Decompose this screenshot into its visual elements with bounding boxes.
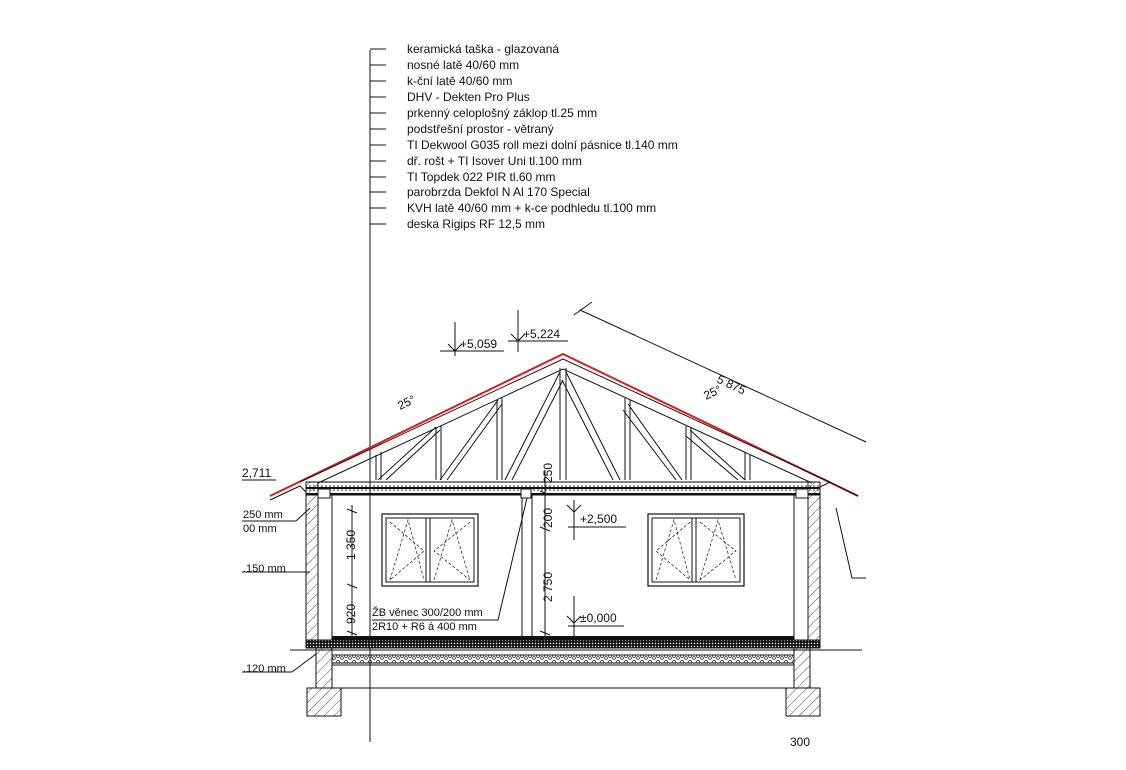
beam-note-line1: ŽB věnec 300/200 mm xyxy=(372,607,483,619)
bottom-dimension-label: 300 xyxy=(790,735,811,749)
layer-label-1: keramická taška - glazovaná xyxy=(407,42,560,56)
layer-label-12: deska Rigips RF 12,5 mm xyxy=(407,217,546,231)
room-height-label: 2 750 xyxy=(541,571,555,602)
lintel-height-label: 200 xyxy=(541,507,555,528)
layer-label-11: KVH latě 40/60 mm + k-ce podhledu tl.100 mm xyxy=(407,201,657,215)
side-note-d: .120 mm xyxy=(243,663,286,675)
beam-note-line2: 2R10 + R6 á 400 mm xyxy=(372,621,477,633)
level-ceiling-label: +2,500 xyxy=(580,512,618,526)
level-ridge-a xyxy=(440,322,504,356)
wall-right-outer xyxy=(808,482,820,647)
wall-middle xyxy=(522,495,532,647)
layer-label-2: nosné latě 40/60 mm xyxy=(407,58,520,72)
foundation-right xyxy=(794,648,810,688)
side-note-b: 00 mm xyxy=(243,523,277,535)
beam-middle xyxy=(521,489,531,498)
roof xyxy=(270,354,858,500)
level-ceiling xyxy=(567,500,626,540)
roof-tile-line xyxy=(270,354,858,496)
pitch-right-label: 25° xyxy=(701,382,724,403)
side-note-c: .150 mm xyxy=(243,563,286,575)
level-eave-label: 2,711 xyxy=(242,466,272,480)
layer-label-4: DHV - Dekten Pro Plus xyxy=(407,90,530,104)
footing-right xyxy=(786,688,820,716)
truss-dim-label: 250 xyxy=(541,462,555,483)
foundation-left xyxy=(316,648,332,688)
window-left xyxy=(382,514,478,586)
window-height-label: 1 350 xyxy=(344,529,358,560)
wall-left-outer xyxy=(306,482,318,647)
layer-label-3: k-ční latě 40/60 mm xyxy=(407,74,513,88)
level-ridge-b xyxy=(508,310,568,352)
right-leader xyxy=(836,508,866,578)
window-dimension-chain xyxy=(344,505,358,640)
beam-right xyxy=(796,489,808,498)
layer-label-9: TI Topdek 022 PIR tl.60 mm xyxy=(407,170,556,184)
truss-web xyxy=(376,368,750,480)
layer-label-6: podstřešní prostor - větraný xyxy=(407,122,554,136)
rafter-length-label: 5 875 xyxy=(714,372,748,398)
layer-label-8: dř. rošt + TI Isover Uni tl.100 mm xyxy=(407,154,582,168)
window-right xyxy=(648,514,744,586)
level-eave xyxy=(242,466,276,480)
footing-left xyxy=(307,688,341,716)
wall-right-inner xyxy=(794,495,808,647)
beam-left xyxy=(318,489,330,498)
layer-label-10: parobrzda Dekfol N Al 170 Special xyxy=(407,185,590,199)
rafter-dimension xyxy=(574,302,866,442)
level-floor-label: ±0,000 xyxy=(580,611,617,625)
sill-height-label: 920 xyxy=(344,603,358,624)
layer-label-7: TI Dekwool G035 roll mezi dolní pásnice tl.140 mm xyxy=(407,138,678,152)
layer-label-5: prkenný celoplošný záklop tl.25 mm xyxy=(407,106,598,120)
pitch-left-label: 25° xyxy=(395,392,418,413)
level-ridge-a-label: +5,059 xyxy=(460,337,498,351)
floor-structure xyxy=(290,636,862,716)
level-ridge-b-label: +5,224 xyxy=(523,327,561,341)
side-note-a: 250 mm xyxy=(243,509,283,521)
wall-left-inner xyxy=(318,495,332,647)
level-floor xyxy=(567,596,624,636)
